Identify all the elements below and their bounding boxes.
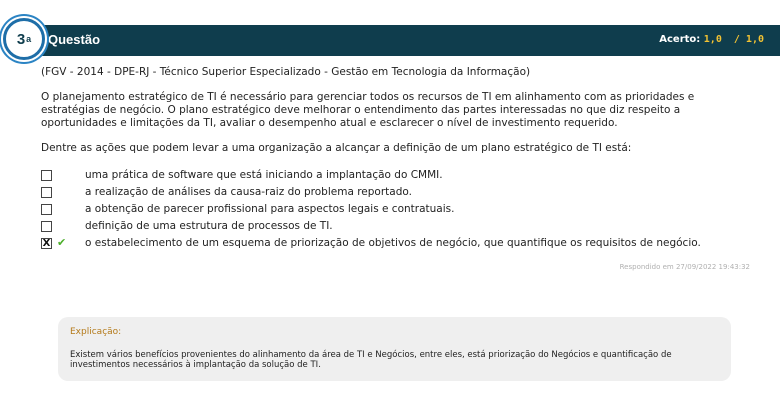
answer-option-text: o estabelecimento de um esquema de priorização de objetivos de negócio, que quantifique os requisitos de negócio. xyxy=(85,237,701,249)
answer-option-text: definição de uma estrutura de processos de TI. xyxy=(85,220,333,232)
answer-option[interactable] xyxy=(41,167,751,184)
answer-checkbox[interactable] xyxy=(41,170,52,181)
answer-option-text: uma prática de software que está iniciando a implantação do CMMI. xyxy=(85,169,443,181)
question-header xyxy=(22,25,780,56)
answer-option-selected[interactable] xyxy=(41,235,751,252)
question-title: Questão xyxy=(48,32,101,47)
answer-option-text: a realização de análises da causa-raiz do problema reportado. xyxy=(85,186,412,198)
explanation-panel xyxy=(58,317,731,381)
question-number-badge xyxy=(3,18,45,60)
score-label: Acerto: xyxy=(659,34,701,45)
answer-checkbox-checked[interactable]: X xyxy=(42,237,51,249)
explanation-label: Explicação: xyxy=(70,327,122,337)
question-number: 3 xyxy=(16,30,26,48)
answer-option-text: a obtenção de parecer profissional para aspectos legais e contratuais. xyxy=(85,203,455,215)
question-source: (FGV - 2014 - DPE-RJ - Técnico Superior Especializado - Gestão em Tecnologia da Informação) xyxy=(41,66,531,78)
question-prompt: Dentre as ações que podem levar a uma organização a alcançar a definição de um plano estratégico de TI está: xyxy=(41,142,632,154)
question-body xyxy=(41,66,751,252)
answer-checkbox[interactable] xyxy=(41,204,52,215)
explanation-text: Existem vários benefícios provenientes do alinhamento da área de TI e Negócios, entre eles, está priorização do Negócios e quantificação de investimentos necessários à implantação da solução de TI. xyxy=(70,350,672,370)
answer-checkbox[interactable] xyxy=(41,187,52,198)
score xyxy=(659,34,764,45)
answer-checkbox[interactable] xyxy=(41,221,52,232)
score-value: 1,0 / 1,0 xyxy=(703,34,764,45)
answer-option[interactable] xyxy=(41,218,751,235)
answer-option[interactable] xyxy=(41,184,751,201)
answer-options xyxy=(41,167,751,252)
question-statement: O planejamento estratégico de TI é necessário para gerenciar todos os recursos de TI em alinhamento com as prioridades e estratégias de negócio. O plano estratégico deve melhorar o entendimento das partes interessadas no que diz respeito a oportunidades e limitações da TI, avaliar o desempenho atual e esclarecer o nível de investimento requerido. xyxy=(41,91,695,129)
answered-timestamp: Respondido em 27/09/2022 19:43:32 xyxy=(619,263,750,271)
answer-option[interactable] xyxy=(41,201,751,218)
correct-check-icon: ✔ xyxy=(57,236,67,249)
question-number-suffix: a xyxy=(26,34,32,44)
